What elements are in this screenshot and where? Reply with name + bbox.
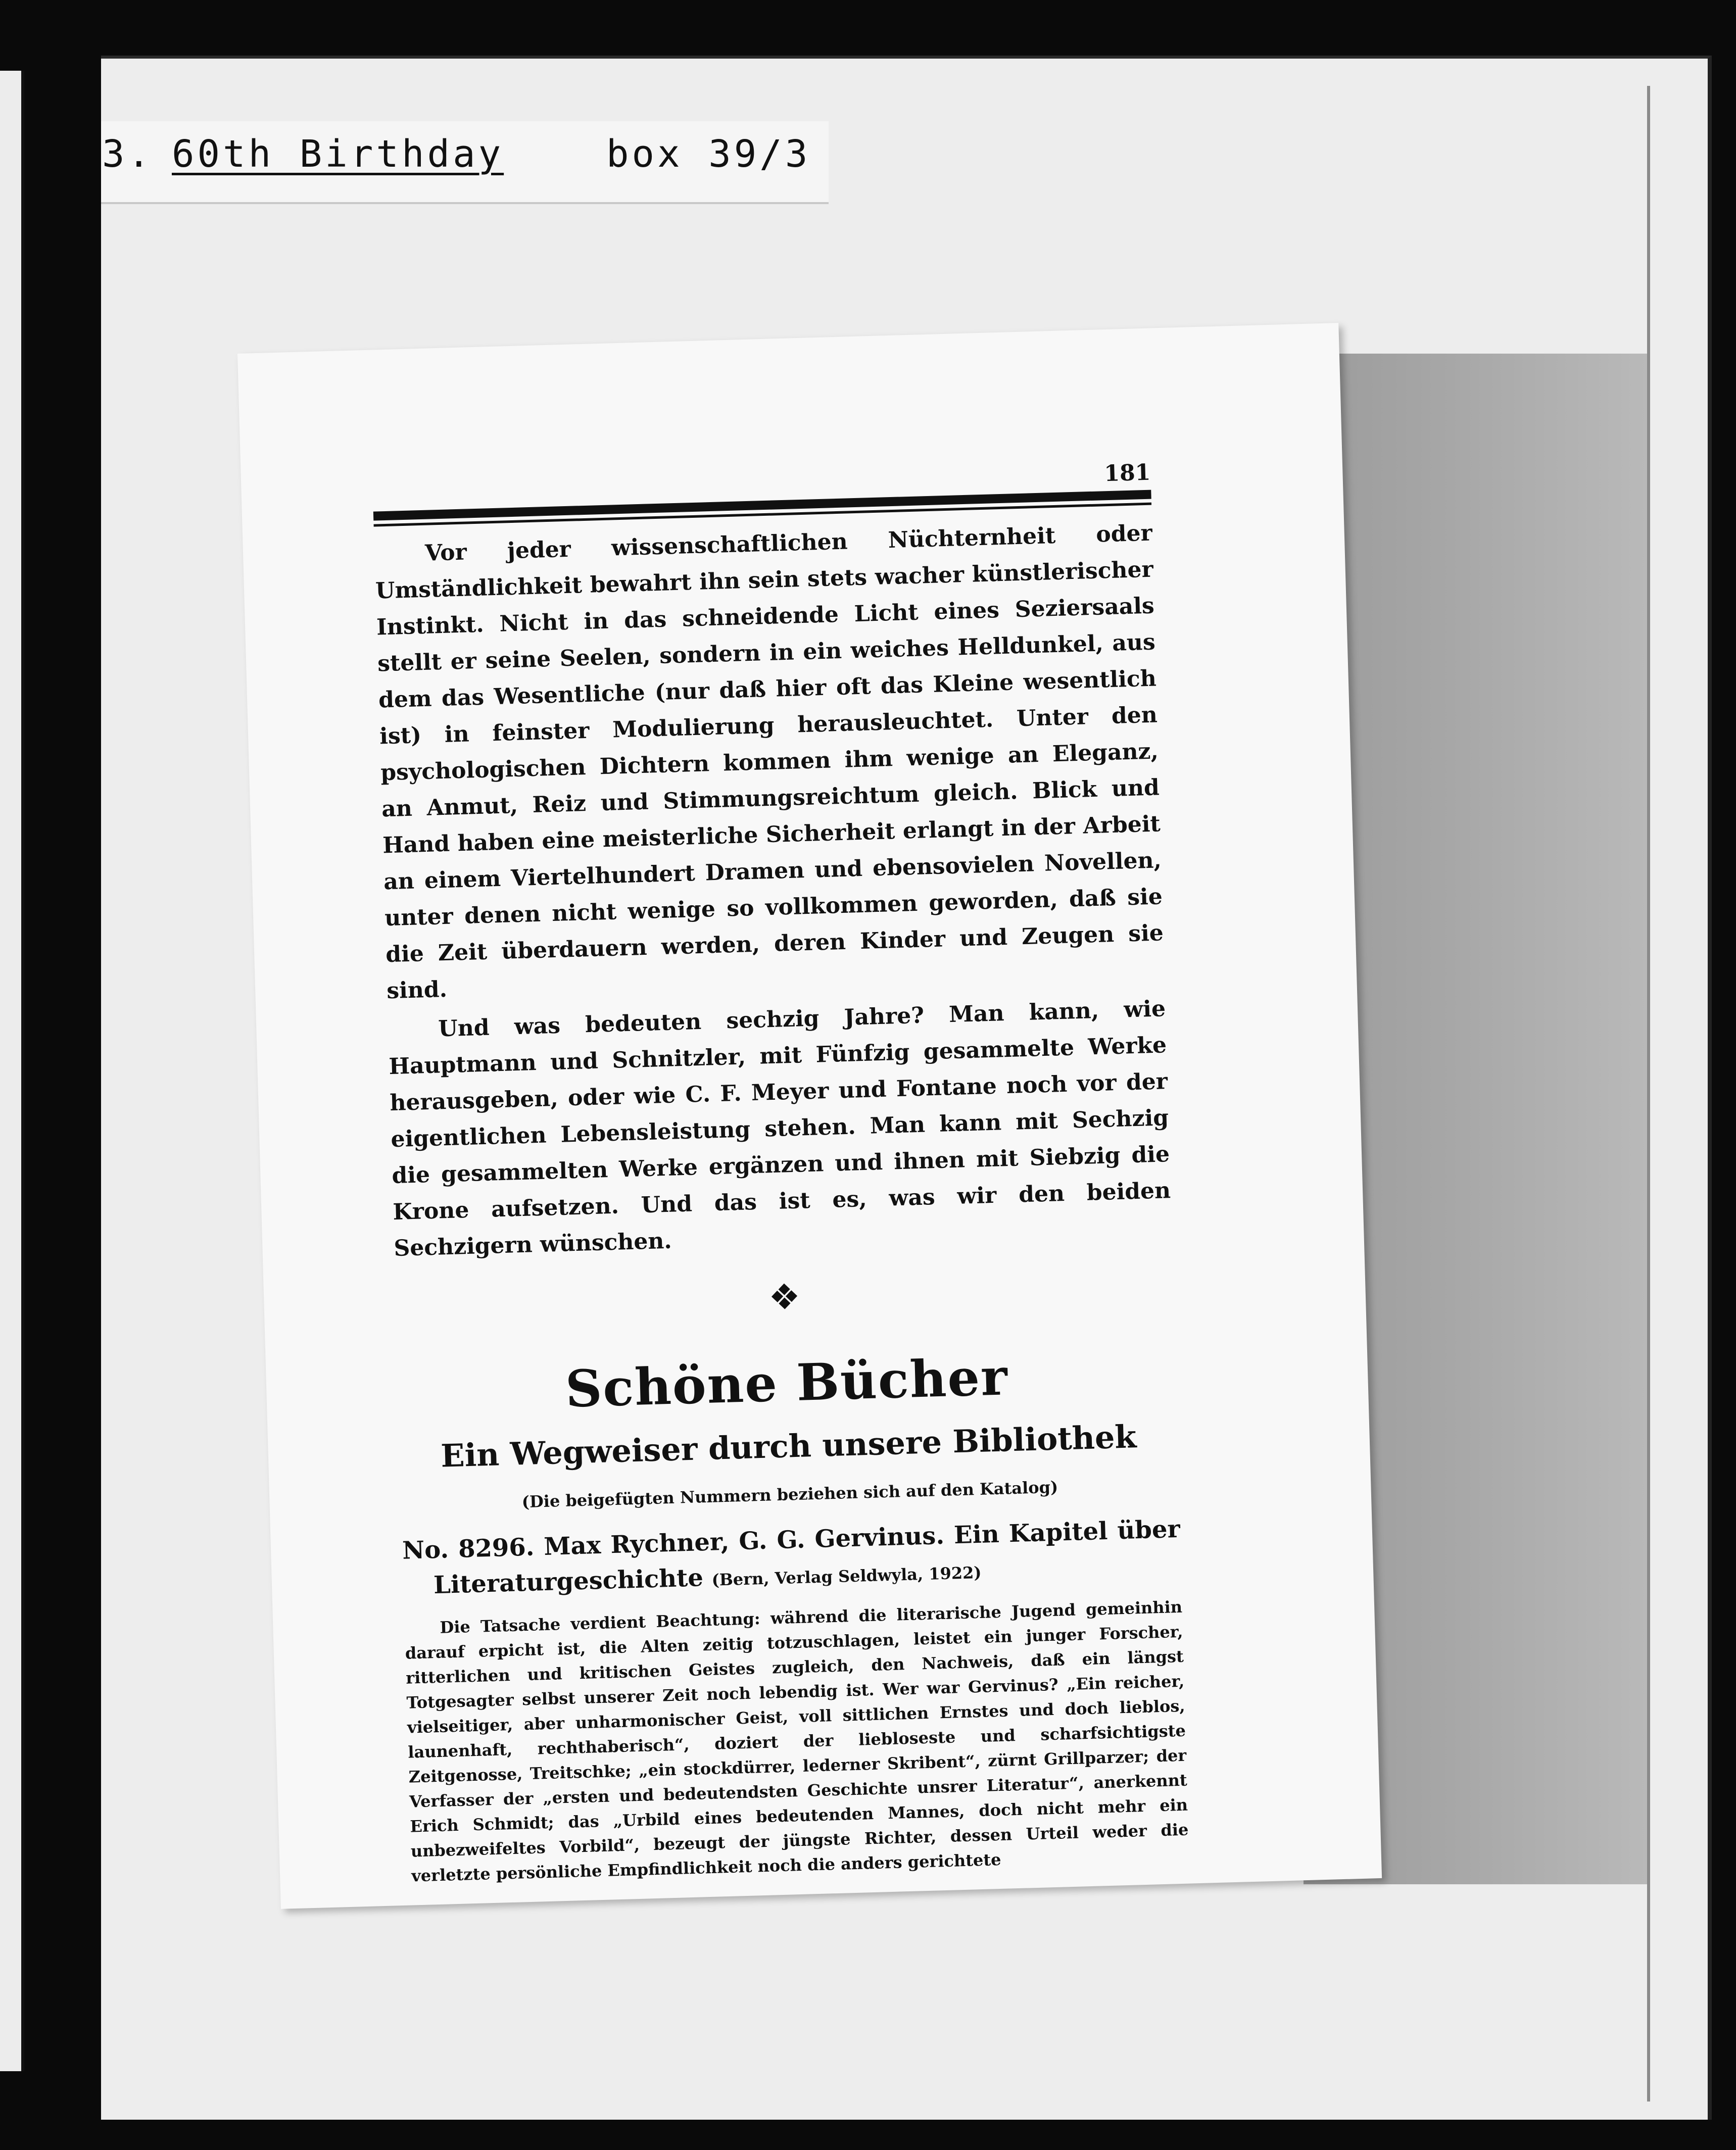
article-paragraph-1: Vor jeder wissenschaftlichen Nüchternheit oder Umständlichkeit bewahrt ihn sein stets wacher künstlerischer Instinkt. Nicht in das schneidende Licht eines Seziersaals stellt er seine Seelen, sondern in ein weiches Helldunkel, aus dem das Wesentliche (nur daß hier oft das Kleine wesentlich ist) in feinster Modulierung herausleuchtet. Unter den psychologischen Dichtern kommen ihm wenige an Eleganz, an Anmut, Reiz und Stimmungsreichtum gleich. Blick und Hand haben eine meisterliche Sicherheit erlangt in der Arbeit an einem Viertelhundert Dramen und ebensovielen Novellen, unter denen nicht wenige so vollkommen geworden, daß sie die Zeit überdauern werden, deren Kinder und Zeugen sie sind.	[375, 520, 1164, 1004]
book-entry-publisher: (Bern, Verlag Seldwyla, 1922)	[711, 1562, 982, 1590]
book-entry-title: No. 8296. Max Rychner, G. G. Gervinus. Ein Kapitel über Literaturgeschichte	[402, 1514, 1181, 1600]
sheet-inner-edge	[1647, 86, 1650, 2102]
label-box-number: box 39/3	[606, 132, 811, 176]
section-subheading: Ein Wegweiser durch unsere Bibliothek	[440, 1418, 1137, 1475]
ornament-divider: ❖	[768, 1276, 801, 1318]
label-index: 3.	[102, 132, 154, 176]
archive-label	[101, 121, 829, 204]
clipping-content	[372, 460, 1189, 1889]
book-entry	[402, 1511, 1181, 1606]
section-heading: Schöne Bücher	[564, 1347, 1009, 1419]
adjacent-frame-edge	[0, 71, 24, 2071]
article-paragraph-2: Und was bedeuten sechzig Jahre? Man kann, wie Hauptmann und Schnitzler, mit Fünfzig gesammelte Werke herausgeben, oder wie C. F. Meyer und Fontane noch vor der eigentlichen Lebensleistung stehen. Man kann mit Sechzig die gesammelten Werke ergänzen und ihnen mit Siebzig die Krone aufsetzen. Und das ist es, was wir den beiden Sechzigern wünschen.	[388, 996, 1171, 1262]
catalog-note: (Die beigefügten Nummern beziehen sich auf den Katalog)	[521, 1477, 1058, 1512]
label-title: 60th Birthday	[172, 132, 504, 176]
newspaper-clipping	[237, 323, 1382, 1909]
page-number: 181	[1103, 459, 1151, 487]
book-review-text: Die Tatsache verdient Beachtung: während die literarische Jugend gemeinhin darauf erpicht ist, die Alten zeitig totzuschlagen, leistet ein junger Forscher, ritterlichen und kritischen Geistes zugleich, den Nachweis, daß ein längst Totgesagter selbst unserer Zeit noch lebendig ist. Wer war Gervinus? „Ein reicher, vielseitiger, aber unharmonischer Geist, voll sittlichen Ernstes und doch lieblos, launenhaft, rechthaberisch“, doziert der liebloseste und scharfsichtigste Zeitgenosse, Treitschke; „ein stockdürrer, lederner Skribent“, zürnt Grillparzer; der Verfasser der „ersten und bedeutendsten Geschichte unsrer Literatur“, anerkennt Erich Schmidt; das „Urbild eines bedeutenden Mannes, doch nicht mehr ein unbezweifeltes Vorbild“, bezeugt der jüngste Richter, dessen Urteil weder die verletzte persönliche Empfindlichkeit noch die anders gerichtete	[405, 1597, 1189, 1886]
